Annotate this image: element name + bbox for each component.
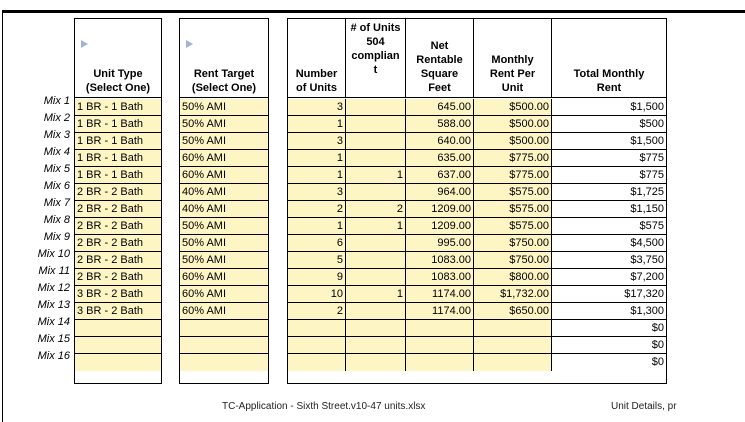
total-rent-cell: $1,150 — [630, 203, 664, 215]
table-row — [75, 303, 161, 320]
sqft-cell[interactable]: 1174.00 — [406, 286, 474, 302]
table-row — [288, 235, 666, 252]
units-504-cell[interactable] — [346, 252, 406, 268]
header-line: t — [373, 64, 378, 76]
table-row — [180, 303, 268, 320]
monthly-rent-header — [474, 19, 552, 97]
monthly-rent-cell[interactable]: $750.00 — [474, 235, 552, 251]
header-line: Monthly — [491, 54, 534, 66]
unit-type-cell[interactable]: 2 BR - 2 Bath — [75, 252, 161, 268]
sqft-cell[interactable]: 588.00 — [406, 116, 474, 132]
table-row — [75, 116, 161, 133]
footer-sheet-name: Unit Details, pr — [611, 401, 677, 412]
header-line: # of Units — [350, 22, 401, 34]
unit-type-cell[interactable]: 2 BR - 2 Bath — [75, 218, 161, 234]
monthly-rent-cell[interactable]: $500.00 — [474, 116, 552, 132]
number-units-cell[interactable]: 1 — [288, 116, 346, 132]
table-row — [180, 116, 268, 133]
sqft-cell[interactable]: 640.00 — [406, 133, 474, 149]
rent-target-cell[interactable]: 50% AMI — [180, 252, 268, 268]
mix-label: Mix 4 — [43, 146, 70, 158]
mix-label: Mix 7 — [43, 197, 70, 209]
mix-label: Mix 5 — [43, 163, 70, 175]
table-row — [180, 235, 268, 252]
number-units-cell[interactable]: 3 — [288, 133, 346, 149]
table-row — [75, 320, 161, 337]
units-504-cell[interactable]: 1 — [346, 286, 406, 302]
total-rent-cell: $575 — [639, 220, 664, 232]
rent-target-cell[interactable]: 60% AMI — [180, 303, 268, 319]
number-units-cell[interactable] — [288, 354, 346, 371]
monthly-rent-cell[interactable]: $500.00 — [474, 133, 552, 149]
table-row — [75, 184, 161, 201]
mix-label: Mix 6 — [43, 180, 70, 192]
page-left-rule — [2, 10, 3, 422]
number-units-cell[interactable]: 2 — [288, 303, 346, 319]
rent-target-cell[interactable] — [180, 354, 268, 371]
table-row — [180, 337, 268, 354]
header-line: Rent Per — [489, 68, 536, 80]
table-row — [180, 99, 268, 116]
unit-type-rows — [75, 99, 161, 371]
total-rent-cell: $1,725 — [630, 186, 664, 198]
table-row — [288, 337, 666, 354]
unit-type-cell[interactable]: 2 BR - 2 Bath — [75, 235, 161, 251]
sqft-cell[interactable]: 1209.00 — [406, 201, 474, 217]
table-row — [180, 150, 268, 167]
header-line: Rent Target — [193, 68, 255, 80]
unit-type-cell[interactable] — [75, 320, 161, 336]
number-units-cell[interactable] — [288, 320, 346, 336]
table-row — [180, 184, 268, 201]
mix-label: Mix 16 — [37, 350, 70, 362]
header-line: (Select One) — [85, 82, 151, 94]
units-504-cell[interactable] — [346, 269, 406, 285]
units-504-cell[interactable] — [346, 150, 406, 166]
units-504-cell[interactable] — [346, 354, 406, 371]
table-row — [288, 201, 666, 218]
header-line: Number — [295, 68, 338, 80]
unit-type-cell[interactable]: 3 BR - 2 Bath — [75, 286, 161, 302]
table-row — [288, 320, 666, 337]
units-504-cell[interactable]: 1 — [346, 218, 406, 234]
unit-type-cell[interactable]: 1 BR - 1 Bath — [75, 150, 161, 166]
unit-type-cell[interactable]: 1 BR - 1 Bath — [75, 99, 161, 115]
header-line: Square — [420, 68, 459, 80]
monthly-rent-cell[interactable] — [474, 354, 552, 371]
header-line: Rentable — [416, 54, 463, 66]
sqft-cell[interactable]: 1083.00 — [406, 269, 474, 285]
table-row — [75, 337, 161, 354]
total-rent-cell: $775 — [639, 152, 664, 164]
monthly-rent-cell[interactable]: $775.00 — [474, 167, 552, 183]
number-units-header — [288, 19, 346, 97]
mix-label: Mix 11 — [38, 265, 70, 277]
number-units-cell[interactable] — [288, 337, 346, 353]
sqft-cell[interactable]: 637.00 — [406, 167, 474, 183]
mix-label: Mix 14 — [37, 316, 70, 328]
unit-type-cell[interactable]: 1 BR - 1 Bath — [75, 133, 161, 149]
unit-type-cell[interactable]: 3 BR - 2 Bath — [75, 303, 161, 319]
monthly-rent-cell[interactable]: $800.00 — [474, 269, 552, 285]
rent-target-cell[interactable]: 60% AMI — [180, 269, 268, 285]
total-rent-cell: $775 — [639, 169, 664, 181]
monthly-rent-cell[interactable] — [474, 320, 552, 336]
units-504-cell[interactable] — [346, 133, 406, 149]
rent-target-table — [179, 18, 269, 384]
total-rent-cell: $500 — [639, 118, 664, 130]
sqft-cell[interactable]: 1209.00 — [406, 218, 474, 234]
sqft-cell[interactable]: 645.00 — [406, 99, 474, 115]
page-top-rule — [2, 10, 745, 13]
units-504-header — [346, 19, 406, 97]
mix-label: Mix 1 — [43, 95, 70, 107]
mix-label: Mix 12 — [37, 282, 70, 294]
mix-label: Mix 3 — [43, 129, 70, 141]
number-units-cell[interactable]: 6 — [288, 235, 346, 251]
header-line: complian — [351, 50, 400, 62]
unit-details-header — [288, 19, 666, 98]
rent-target-cell[interactable]: 40% AMI — [180, 201, 268, 217]
table-row — [288, 116, 666, 133]
unit-type-cell[interactable]: 2 BR - 2 Bath — [75, 269, 161, 285]
mix-labels — [20, 93, 70, 365]
unit-type-header — [75, 19, 161, 98]
table-row — [75, 218, 161, 235]
rent-target-cell[interactable]: 60% AMI — [180, 150, 268, 166]
header-line: Net — [430, 40, 449, 52]
net-rentable-header — [406, 19, 474, 97]
total-rent-cell: $4,500 — [630, 237, 664, 249]
table-row — [288, 99, 666, 116]
monthly-rent-cell[interactable]: $500.00 — [474, 99, 552, 115]
total-rent-cell: $0 — [651, 322, 664, 334]
sqft-cell[interactable] — [406, 337, 474, 353]
units-504-cell[interactable]: 2 — [346, 201, 406, 217]
unit-type-cell[interactable]: 2 BR - 2 Bath — [75, 201, 161, 217]
monthly-rent-cell[interactable]: $750.00 — [474, 252, 552, 268]
total-rent-cell: $7,200 — [630, 271, 664, 283]
footer-filename: TC-Application - Sixth Street.v10-47 units.xlsx — [222, 401, 426, 412]
monthly-rent-cell[interactable]: $575.00 — [474, 218, 552, 234]
number-units-cell[interactable]: 1 — [288, 150, 346, 166]
sqft-cell[interactable] — [406, 354, 474, 371]
table-row — [180, 218, 268, 235]
table-row — [180, 320, 268, 337]
monthly-rent-cell[interactable]: $575.00 — [474, 184, 552, 200]
header-line: of Units — [296, 82, 337, 94]
rent-target-cell[interactable]: 50% AMI — [180, 218, 268, 234]
table-row — [180, 269, 268, 286]
header-line: 504 — [366, 36, 385, 48]
unit-details-rows — [288, 99, 666, 371]
sqft-cell[interactable]: 964.00 — [406, 184, 474, 200]
rent-target-cell[interactable]: 50% AMI — [180, 235, 268, 251]
table-row — [288, 303, 666, 320]
number-units-cell[interactable]: 1 — [288, 218, 346, 234]
table-row — [180, 354, 268, 371]
table-row — [288, 252, 666, 269]
rent-target-cell[interactable]: 50% AMI — [180, 116, 268, 132]
number-units-cell[interactable]: 2 — [288, 201, 346, 217]
number-units-cell[interactable]: 3 — [288, 99, 346, 115]
table-row — [75, 150, 161, 167]
units-504-cell[interactable]: 1 — [346, 167, 406, 183]
table-row — [75, 354, 161, 371]
monthly-rent-cell[interactable]: $1,732.00 — [474, 286, 552, 302]
table-row — [75, 133, 161, 150]
units-504-cell[interactable] — [346, 320, 406, 336]
sqft-cell[interactable]: 1174.00 — [406, 303, 474, 319]
unit-type-cell[interactable]: 2 BR - 2 Bath — [75, 184, 161, 200]
mix-label: Mix 10 — [37, 248, 70, 260]
rent-target-cell[interactable]: 40% AMI — [180, 184, 268, 200]
table-row — [180, 133, 268, 150]
sqft-cell[interactable] — [406, 320, 474, 336]
table-row — [180, 286, 268, 303]
table-row — [180, 167, 268, 184]
number-units-cell[interactable]: 9 — [288, 269, 346, 285]
total-rent-cell: $0 — [651, 339, 664, 351]
sqft-cell[interactable]: 995.00 — [406, 235, 474, 251]
mix-label: Mix 2 — [43, 112, 70, 124]
rent-target-cell[interactable] — [180, 337, 268, 353]
header-line: Feet — [428, 82, 451, 94]
sqft-cell[interactable]: 1083.00 — [406, 252, 474, 268]
units-504-cell[interactable] — [346, 99, 406, 115]
rent-target-cell[interactable]: 60% AMI — [180, 167, 268, 183]
unit-type-cell[interactable] — [75, 337, 161, 353]
rent-target-cell[interactable] — [180, 320, 268, 336]
monthly-rent-cell[interactable]: $775.00 — [474, 150, 552, 166]
header-line: Total Monthly — [573, 68, 645, 80]
table-row — [75, 201, 161, 218]
table-row — [288, 218, 666, 235]
table-row — [180, 201, 268, 218]
monthly-rent-cell[interactable] — [474, 337, 552, 353]
total-rent-cell: $0 — [651, 356, 664, 368]
total-rent-cell: $3,750 — [630, 254, 664, 266]
units-504-cell[interactable] — [346, 116, 406, 132]
rent-target-rows — [180, 99, 268, 371]
number-units-cell[interactable]: 3 — [288, 184, 346, 200]
number-units-cell[interactable]: 5 — [288, 252, 346, 268]
header-line: Rent — [596, 82, 622, 94]
table-row — [75, 286, 161, 303]
table-row — [75, 252, 161, 269]
table-row — [288, 150, 666, 167]
mix-label: Mix 8 — [43, 214, 70, 226]
total-rent-header — [552, 19, 666, 97]
units-504-cell[interactable] — [346, 235, 406, 251]
table-row — [288, 354, 666, 371]
table-row — [75, 99, 161, 116]
unit-type-cell[interactable] — [75, 354, 161, 371]
total-rent-cell: $17,320 — [624, 288, 664, 300]
table-row — [288, 167, 666, 184]
rent-target-cell[interactable]: 60% AMI — [180, 286, 268, 302]
monthly-rent-cell[interactable]: $650.00 — [474, 303, 552, 319]
mix-label: Mix 9 — [43, 231, 70, 243]
rent-target-cell[interactable]: 50% AMI — [180, 133, 268, 149]
units-504-cell[interactable] — [346, 303, 406, 319]
table-row — [75, 167, 161, 184]
total-rent-cell: $1,300 — [630, 305, 664, 317]
table-row — [75, 269, 161, 286]
number-units-cell[interactable]: 10 — [288, 286, 346, 302]
total-rent-cell: $1,500 — [630, 135, 664, 147]
mix-label: Mix 15 — [37, 333, 70, 345]
table-row — [288, 133, 666, 150]
unit-type-cell[interactable]: 1 BR - 1 Bath — [75, 167, 161, 183]
monthly-rent-cell[interactable]: $575.00 — [474, 201, 552, 217]
unit-type-table — [74, 18, 162, 384]
table-row — [288, 184, 666, 201]
table-row — [288, 286, 666, 303]
units-504-cell[interactable] — [346, 337, 406, 353]
table-row — [288, 269, 666, 286]
mix-label: Mix 13 — [37, 299, 70, 311]
table-row — [180, 252, 268, 269]
header-line: (Select One) — [191, 82, 257, 94]
unit-details-table — [287, 18, 667, 384]
table-row — [75, 235, 161, 252]
total-rent-cell: $1,500 — [630, 101, 664, 113]
header-line: Unit Type — [93, 68, 143, 80]
rent-target-header — [180, 19, 268, 98]
units-504-cell[interactable] — [346, 184, 406, 200]
rent-target-cell[interactable]: 50% AMI — [180, 99, 268, 115]
header-line: Unit — [501, 82, 524, 94]
number-units-cell[interactable]: 1 — [288, 167, 346, 183]
unit-type-cell[interactable]: 1 BR - 1 Bath — [75, 116, 161, 132]
sqft-cell[interactable]: 635.00 — [406, 150, 474, 166]
